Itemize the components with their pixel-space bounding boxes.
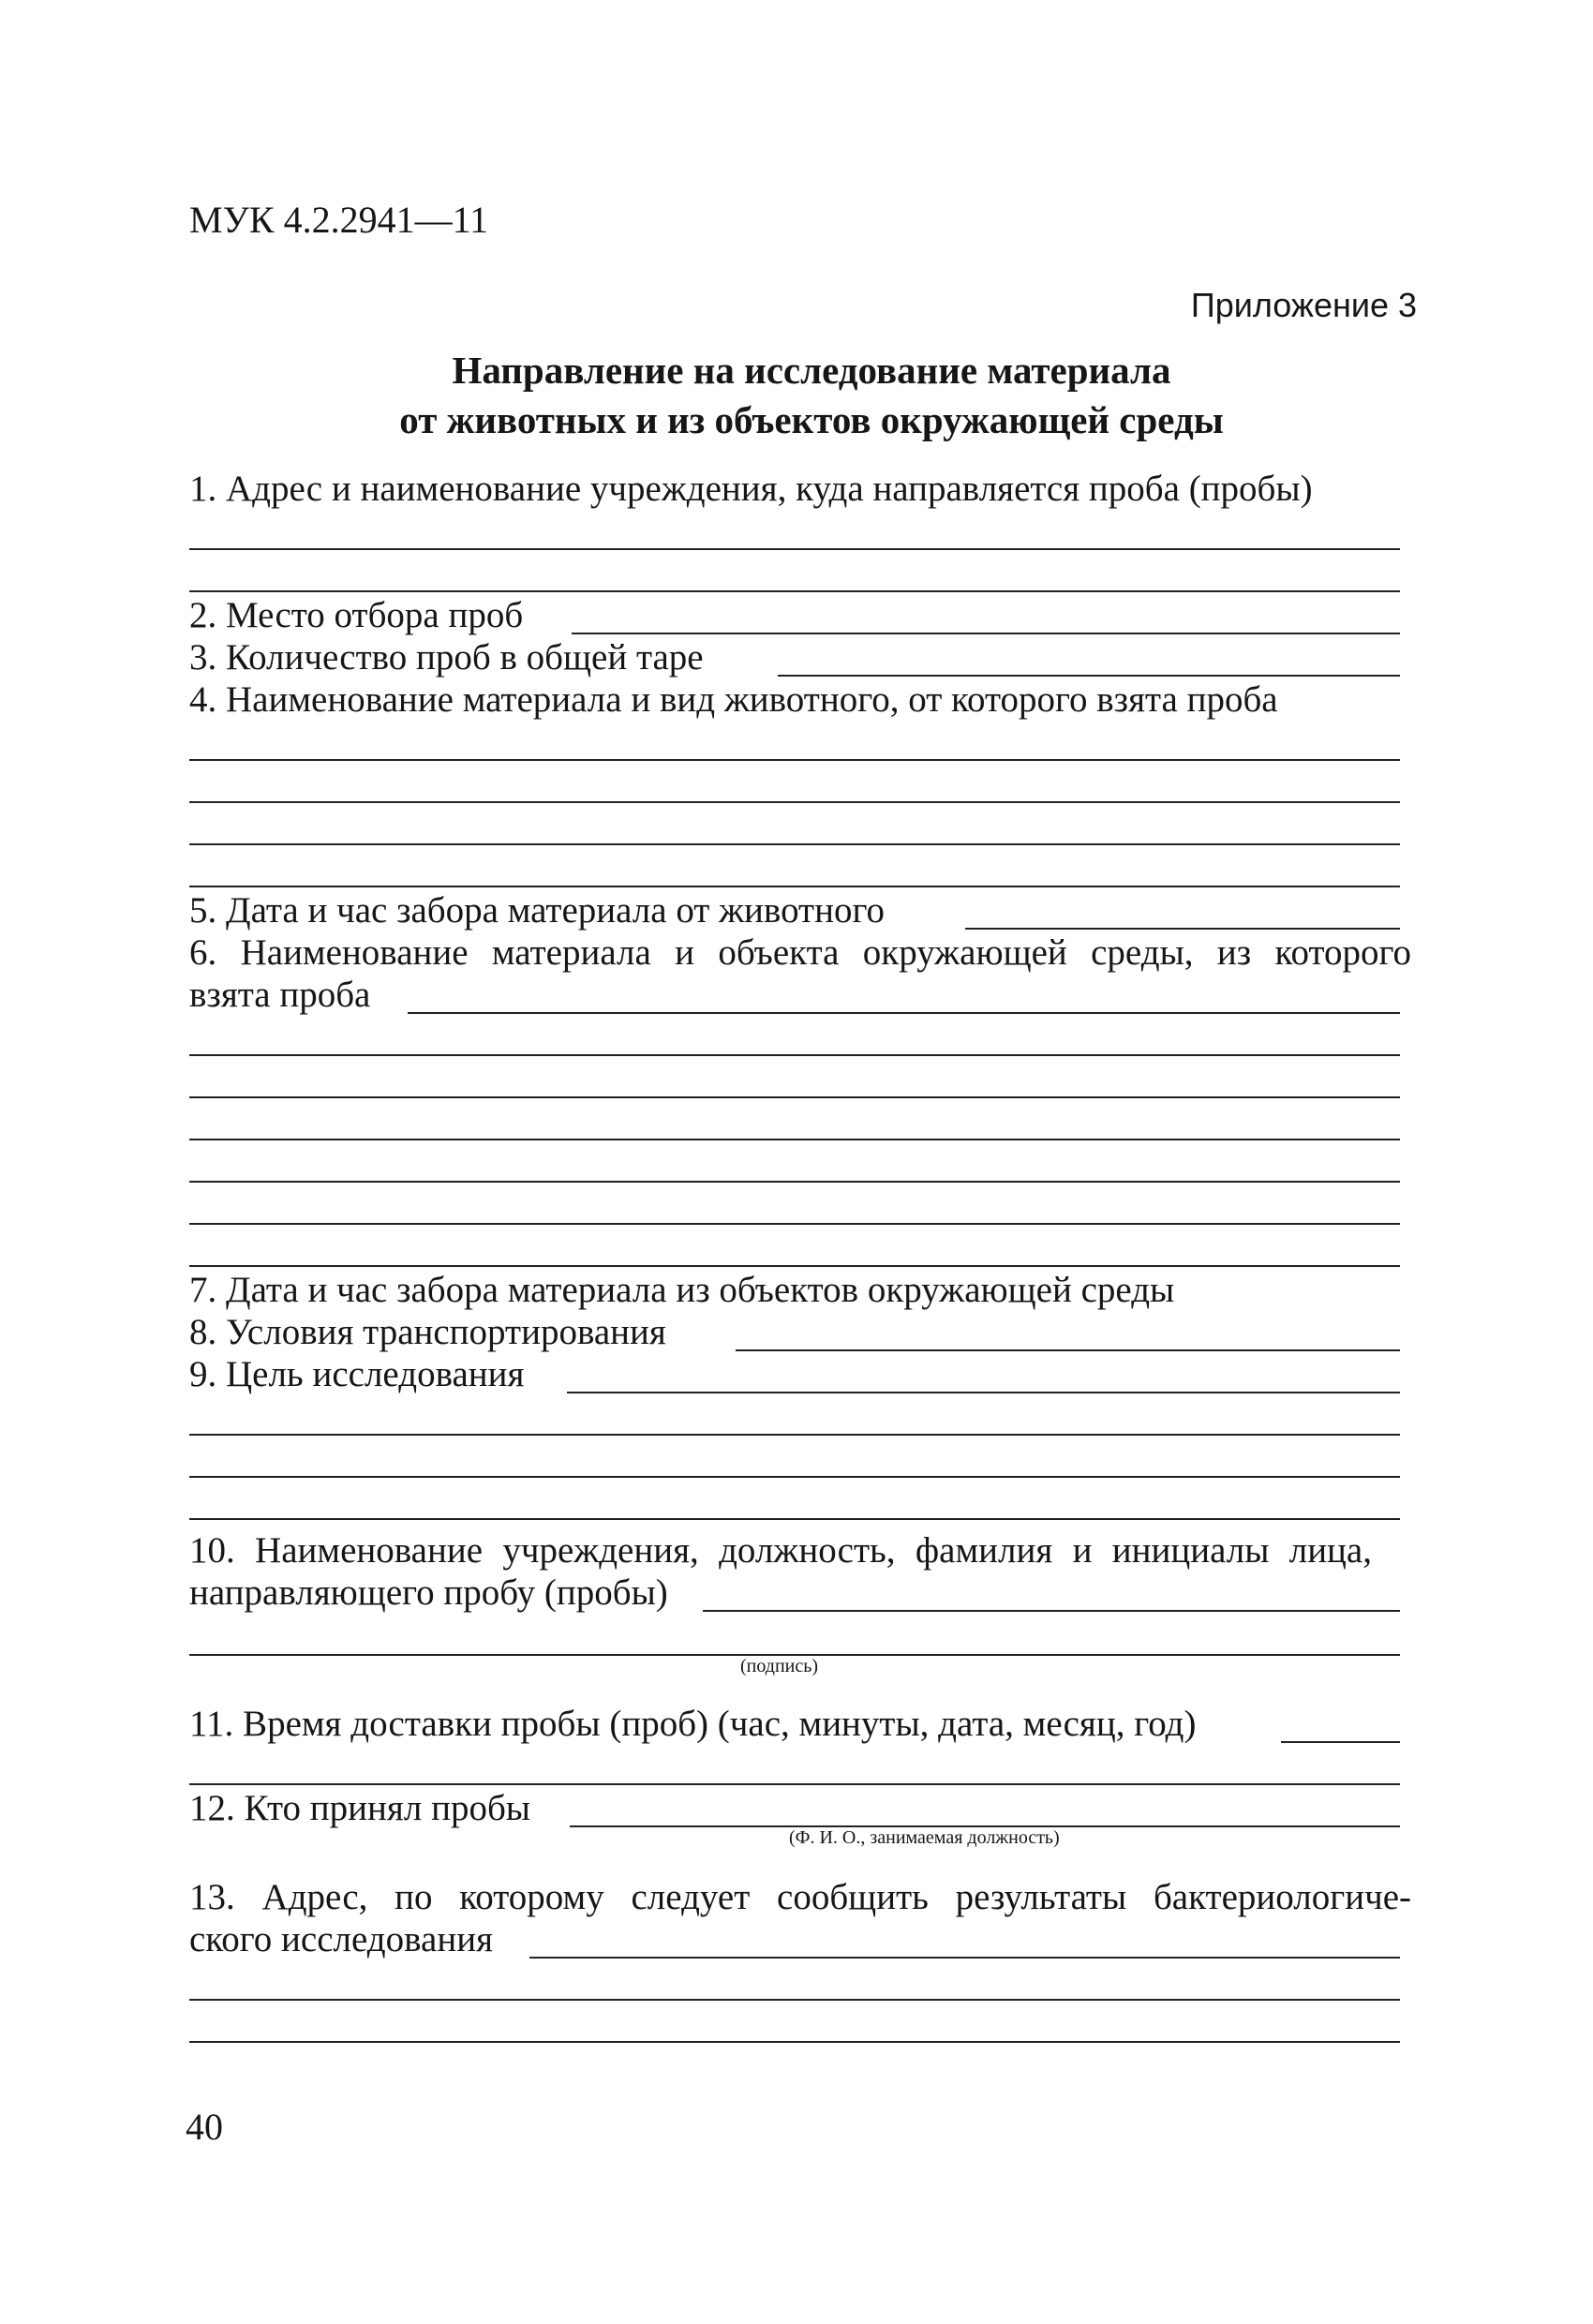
item-13-answer-line-3[interactable]	[189, 2041, 1400, 2043]
item-13-label-line-2: ского исследования	[189, 1919, 494, 1959]
item-9-answer-line-3[interactable]	[189, 1476, 1400, 1478]
item-4-answer-line-4[interactable]	[189, 886, 1400, 887]
item-6-label-line-2: взята проба	[189, 975, 371, 1015]
item-3-label: 3. Количество проб в общей таре	[189, 637, 704, 678]
item-8-label: 8. Условия транспортирования	[189, 1312, 666, 1352]
item-4-answer-line-2[interactable]	[189, 801, 1400, 803]
item-10-answer-line[interactable]	[703, 1610, 1400, 1612]
item-6-answer-line-7[interactable]	[189, 1265, 1400, 1267]
item-10-label-line-1: 10. Наименование учреждения, должность, фамилия и инициалы лица,	[189, 1530, 1372, 1571]
item-6-answer-line-2[interactable]	[189, 1054, 1400, 1056]
item-6-answer-line-5[interactable]	[189, 1181, 1400, 1183]
item-9-answer-line-1[interactable]	[567, 1392, 1400, 1393]
signature-caption: (подпись)	[740, 1656, 819, 1676]
item-1-answer-line-1[interactable]	[189, 548, 1400, 550]
item-13-answer-line-2[interactable]	[189, 1999, 1400, 2001]
item-1-answer-line-2[interactable]	[189, 590, 1400, 592]
item-13-label-line-1: 13. Адрес, по которому следует сообщить результаты бактериологиче-	[189, 1877, 1411, 1917]
item-6-answer-line-6[interactable]	[189, 1223, 1400, 1225]
item-4-label: 4. Наименование материала и вид животного, от которого взята проба	[189, 679, 1278, 720]
item-11-label: 11. Время доставки пробы (проб) (час, минуты, дата, месяц, год)	[189, 1704, 1197, 1744]
item-9-answer-line-2[interactable]	[189, 1434, 1400, 1436]
item-4-answer-line-1[interactable]	[189, 759, 1400, 761]
item-9-label: 9. Цель исследования	[189, 1354, 525, 1394]
item-5-label: 5. Дата и час забора материала от животного	[189, 890, 885, 931]
document-code: МУК 4.2.2941—11	[189, 199, 489, 241]
item-11-answer-line-2[interactable]	[189, 1783, 1400, 1785]
form-title-line-2: от животных и из объектов окружающей среды	[399, 398, 1224, 441]
item-8-answer-line[interactable]	[736, 1349, 1400, 1351]
appendix-label: Приложение 3	[1190, 286, 1417, 324]
item-5-answer-line[interactable]	[965, 928, 1400, 930]
item-7-label: 7. Дата и час забора материала из объектов окружающей среды	[189, 1270, 1175, 1310]
item-6-answer-line-4[interactable]	[189, 1139, 1400, 1140]
item-2-answer-line[interactable]	[572, 633, 1400, 634]
item-9-answer-line-4[interactable]	[189, 1518, 1400, 1520]
item-6-answer-line-3[interactable]	[189, 1096, 1400, 1098]
item-4-answer-line-3[interactable]	[189, 843, 1400, 845]
page-number: 40	[186, 2106, 223, 2148]
item-10-label-line-2: направляющего пробу (пробы)	[189, 1572, 668, 1613]
item-11-answer-line-1[interactable]	[1281, 1741, 1400, 1743]
item-6-label-line-1: 6. Наименование материала и объекта окружающей среды, из которого	[189, 932, 1411, 973]
item-2-label: 2. Место отбора проб	[189, 595, 524, 635]
item-13-answer-line-1[interactable]	[529, 1957, 1400, 1959]
item-1-label: 1. Адрес и наименование учреждения, куда направляется проба (пробы)	[189, 469, 1313, 509]
item-3-answer-line[interactable]	[778, 675, 1400, 677]
form-title-line-1: Направление на исследование материала	[452, 349, 1171, 392]
item-12-label: 12. Кто принял пробы	[189, 1788, 530, 1828]
receiver-caption: (Ф. И. О., занимаемая должность)	[789, 1827, 1060, 1848]
item-6-answer-line-1[interactable]	[408, 1012, 1400, 1014]
